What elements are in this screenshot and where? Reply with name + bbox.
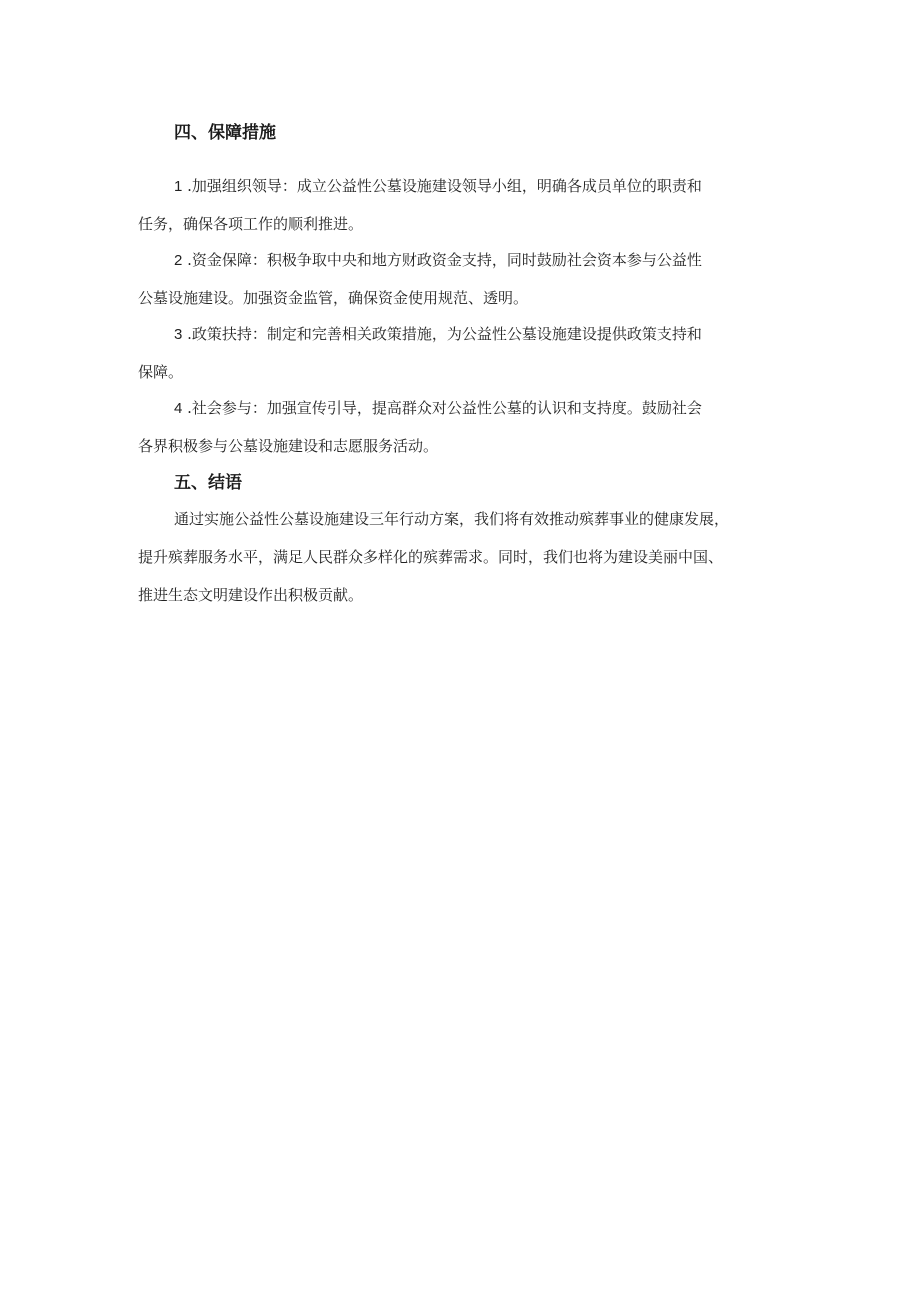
measure-item-2-number: 2 [174,252,183,269]
measure-item-1-line-2: 任务，确保各项工作的顺利推进。 [138,215,364,233]
measure-item-4-line-1: 4 .社会参与：加强宣传引导，提高群众对公益性公墓的认识和支持度。鼓励社会 [174,399,702,417]
conclusion-line-3: 推进生态文明建设作出积极贡献。 [138,586,364,604]
section-heading-conclusion: 五、结语 [174,473,242,493]
measure-item-1-number: 1 [174,178,183,195]
measure-item-4-number: 4 [174,400,183,417]
section-heading-measures: 四、保障措施 [174,123,276,143]
measure-item-4-line-2: 各界积极参与公墓设施建设和志愿服务活动。 [138,437,439,455]
measure-item-3-number: 3 [174,326,183,343]
measure-item-2-line-1: 2 .资金保障：积极争取中央和地方财政资金支持，同时鼓励社会资本参与公益性 [174,251,702,269]
conclusion-paragraph [138,500,788,614]
measure-item-2 [138,241,788,317]
measure-item-3 [138,315,788,391]
conclusion-line-1: 通过实施公益性公墓设施建设三年行动方案，我们将有效推动殡葬事业的健康发展， [174,510,730,528]
measure-item-3-line-2: 保障。 [138,363,184,381]
measure-item-4 [138,389,788,465]
measure-item-1-line-1: 1 .加强组织领导：成立公益性公墓设施建设领导小组，明确各成员单位的职责和 [174,177,702,195]
measure-item-2-line-2: 公墓设施建设。加强资金监管，确保资金使用规范、透明。 [138,289,529,307]
measure-item-1 [138,167,788,243]
conclusion-line-2: 提升殡葬服务水平，满足人民群众多样化的殡葬需求。同时，我们也将为建设美丽中国、 [138,548,724,566]
measure-item-3-line-1: 3 .政策扶持：制定和完善相关政策措施，为公益性公墓设施建设提供政策支持和 [174,325,702,343]
